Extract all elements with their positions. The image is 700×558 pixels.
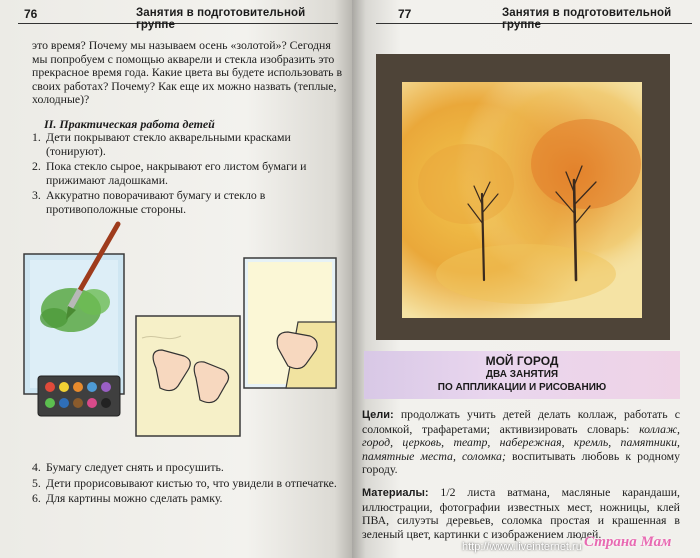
paint-box-icon (38, 376, 120, 416)
banner-title: МОЙ ГОРОД (485, 354, 559, 368)
goals-paragraph: Цели: продолжать учить детей делать коллаж, работать с соломкой, трафаретами; активизировать словарь: коллаж, город, церковь, театр, набережная, кремль, памятники, памятные места, соломка; воспитывать любовь к родному городу. (362, 407, 680, 477)
goals-label: Цели: (362, 409, 394, 421)
left-running-title: Занятия в подготовительной группе (136, 7, 306, 31)
left-running-head (18, 4, 338, 31)
steps-list-first (32, 131, 348, 219)
paper-press-icon (136, 316, 240, 436)
paper-peel-icon (244, 258, 336, 388)
list-item: 3. Аккуратно поворачивают бумагу и стекло в противоположные стороны. (32, 188, 266, 216)
list-item: 1. Дети покрывают стекло акварельными красками (тонируют). (32, 130, 291, 158)
banner-subtitle-2: ПО АППЛИКАЦИИ И РИСОВАНИЮ (437, 382, 607, 393)
framed-painting (376, 54, 670, 340)
list-item: 4. Бумагу следует снять и просушить. (32, 460, 224, 474)
banner-subtitle: ДВА ЗАНЯТИЯ (485, 369, 559, 380)
materials-paragraph: Материалы: 1/2 листа ватмана, масляные карандаши, иллюстрации, фотографии известных мест, ножницы, клей ПВА, силуэты деревьев, соломка простая и крашенная в зеленый цвет, картинки с изображением людей. (362, 485, 680, 541)
list-item: 6. Для картины можно сделать рамку. (32, 491, 223, 506)
watermark-logo: Страна Мам (584, 534, 672, 550)
vocabulary-words: коллаж, город, церковь, театр, набережная, кремль, памятники, памятные места, соломка; (362, 421, 680, 463)
right-page-number: 77 (398, 7, 412, 21)
right-running-title: Занятия в подготовительной группе (502, 7, 672, 31)
materials-label: Материалы: (362, 487, 429, 499)
lesson-banner (364, 351, 680, 399)
list-item: 2. Пока стекло сырое, накрывают его листом бумаги и прижимают ладошками. (32, 159, 307, 187)
steps-list-second (32, 461, 348, 508)
technique-illustration (16, 218, 346, 456)
glass-panel-icon (24, 254, 124, 394)
watermark-url: http://www.liveinternet.ru (462, 541, 582, 553)
list-item: 5. Дети прорисовывают кистью то, что увидели в отпечатке. (32, 475, 337, 490)
left-page-number: 76 (24, 7, 38, 21)
section-heading: II. Практическая работа детей (44, 117, 215, 131)
right-running-head (376, 4, 692, 31)
intro-paragraph: это время? Почему мы называем осень «золотой»? Сегодня мы попробуем с помощью акварели и стекла изобразить это прекрасное время года. Какие цвета вы будете использовать в своих работах? Почему? Как еще их можно назвать (теплые, холодные)? (32, 38, 343, 107)
autumn-trees-painting (376, 54, 670, 340)
